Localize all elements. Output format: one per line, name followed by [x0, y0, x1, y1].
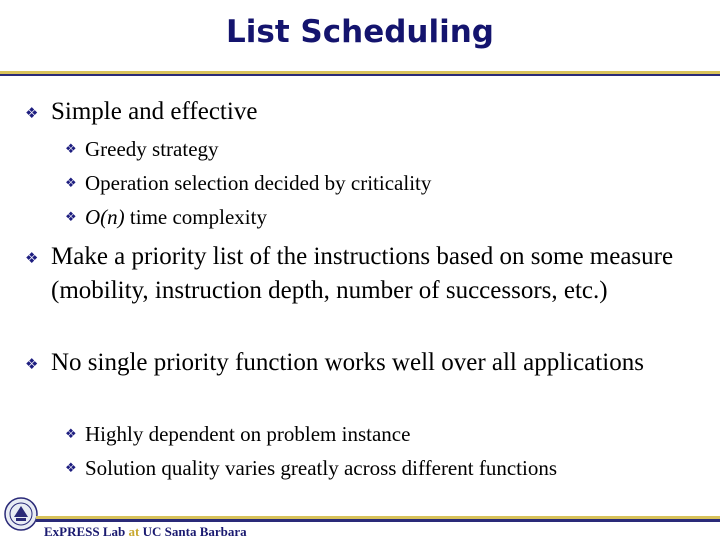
sub-bullet-text: Operation selection decided by criticality	[85, 171, 432, 195]
sub-bullet-text: Highly dependent on problem instance	[85, 422, 411, 446]
sub-bullet-item-4	[65, 420, 705, 448]
footer-at: at	[128, 524, 140, 539]
footer-university: UC Santa Barbara	[142, 524, 247, 539]
sub-bullet-text: Greedy strategy	[85, 137, 219, 161]
bullet-item-2	[25, 240, 701, 308]
diamond-bullet-icon: ❖	[25, 249, 39, 267]
university-seal-icon	[4, 497, 38, 531]
sub-bullet-item-3	[65, 203, 705, 231]
bullet-text: Simple and effective	[51, 98, 258, 125]
footer-lab-name	[44, 524, 247, 540]
diamond-bullet-icon: ❖	[65, 176, 77, 191]
diamond-bullet-icon: ❖	[65, 210, 77, 225]
footer-divider	[36, 516, 720, 522]
bullet-text: Make a priority list of the instructions based on some measure (mobility, instruction depth, number of successors, etc.)	[51, 243, 674, 304]
diamond-bullet-icon: ❖	[25, 355, 39, 373]
diamond-bullet-icon: ❖	[65, 142, 77, 157]
diamond-bullet-icon: ❖	[65, 461, 77, 476]
sub-bullet-item-5	[65, 454, 705, 482]
title-divider	[0, 71, 720, 76]
sub-bullet-item-2	[65, 169, 705, 197]
diamond-bullet-icon: ❖	[65, 427, 77, 442]
diamond-bullet-icon: ❖	[25, 104, 39, 122]
complexity-notation: O(n)	[85, 205, 125, 229]
footer-lab: ExPRESS Lab	[44, 524, 126, 539]
sub-bullet-item-1	[65, 135, 705, 163]
slide-title: List Scheduling	[225, 14, 494, 50]
bullet-text: No single priority function works well over all applications	[51, 349, 644, 376]
sub-bullet-text: Solution quality varies greatly across different functions	[85, 456, 557, 480]
bullet-item-1	[25, 95, 701, 129]
sub-bullet-text: time complexity	[124, 205, 267, 229]
bullet-item-3	[25, 346, 701, 380]
